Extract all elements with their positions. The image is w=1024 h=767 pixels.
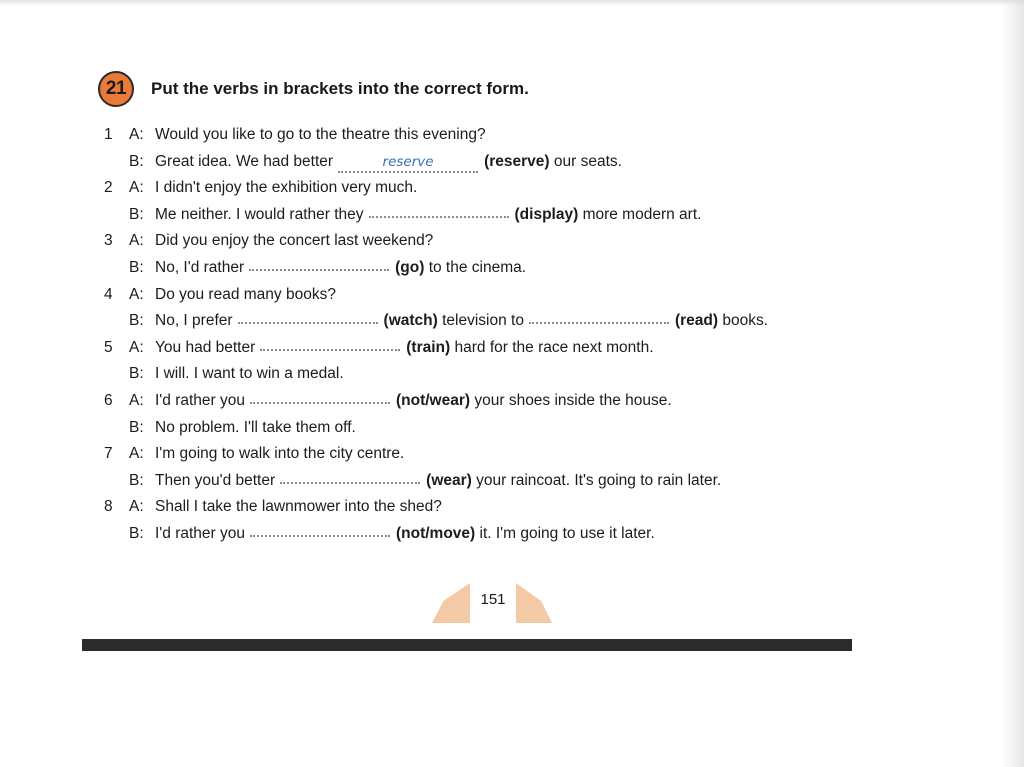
speaker-a-label: A:: [129, 445, 144, 463]
text-before-blank: You had better: [155, 338, 256, 356]
dialogue-text: [155, 468, 721, 495]
dialogue-text: [155, 202, 701, 229]
dialogue-text: [155, 521, 655, 548]
item-8-line-b: [104, 521, 824, 548]
item-6-line-b: [104, 415, 824, 442]
dialogue-text: Shall I take the lawnmower into the shed?: [155, 498, 442, 516]
dialogue-text: I will. I want to win a medal.: [155, 365, 344, 383]
text-after-blank: to the cinema.: [428, 258, 527, 276]
speaker-a-label: A:: [129, 391, 144, 409]
speaker-a-label: A:: [129, 232, 144, 250]
answer-blank[interactable]: [250, 388, 390, 404]
text-between-blanks: television to: [442, 312, 524, 330]
speaker-a-label: A:: [129, 179, 144, 197]
dialogue-text: [155, 255, 526, 282]
dialogue-text: I didn't enjoy the exhibition very much.: [155, 179, 418, 197]
verb-prompt: (watch): [383, 312, 438, 330]
text-before-blank: I'd rather you: [155, 391, 245, 409]
item-3-line-b: [104, 255, 824, 282]
speaker-a-label: A:: [129, 498, 144, 516]
dialogue-text: Would you like to go to the theatre this evening?: [155, 126, 486, 143]
verb-prompt: (display): [514, 205, 579, 223]
answer-blank[interactable]: [260, 335, 400, 351]
text-after-blank: hard for the race next month.: [454, 338, 654, 356]
speaker-b-label: B:: [129, 258, 144, 276]
text-after-blank: your shoes inside the house.: [474, 391, 672, 409]
answer-blank-filled[interactable]: reserve: [338, 153, 478, 173]
speaker-b-label: B:: [129, 365, 144, 383]
dialogue-text: [155, 335, 654, 362]
answer-blank[interactable]: [250, 521, 390, 537]
item-6-line-a: [104, 388, 824, 415]
item-1-line-a: [104, 122, 824, 149]
dialogue-text: [155, 308, 768, 335]
speaker-b-label: B:: [129, 152, 144, 170]
text-after-blank: more modern art.: [582, 205, 702, 223]
item-5-line-b: [104, 361, 824, 388]
dialogue-text: [155, 388, 672, 415]
text-before-blank: Great idea. We had better: [155, 152, 334, 170]
item-number: 7: [104, 445, 113, 463]
top-edge-shadow: [0, 0, 1024, 6]
right-edge-shadow: [1002, 0, 1024, 767]
verb-prompt: (reserve): [484, 152, 550, 170]
item-8-line-a: [104, 494, 824, 521]
exercise-instruction: Put the verbs in brackets into the correct form.: [151, 79, 529, 98]
dialogue-text: [155, 149, 622, 176]
text-before-blank: No, I'd rather: [155, 258, 245, 276]
answer-blank[interactable]: [249, 255, 389, 271]
page-corner-left-decoration: [432, 583, 470, 623]
verb-prompt: (not/move): [395, 524, 476, 542]
exercise-number-badge: 21: [98, 71, 134, 107]
speaker-b-label: B:: [129, 524, 144, 542]
speaker-b-label: B:: [129, 205, 144, 223]
answer-blank[interactable]: [238, 308, 378, 324]
text-after-blank: our seats.: [553, 152, 622, 170]
speaker-a-label: A:: [129, 126, 144, 143]
exercise-items: [104, 122, 824, 548]
text-after-blank: your raincoat. It's going to rain later.: [476, 471, 722, 489]
item-number: 2: [104, 179, 113, 197]
text-before-blank: Then you'd better: [155, 471, 276, 489]
exercise-header: [98, 70, 529, 108]
item-4-line-b: [104, 308, 824, 335]
item-3-line-a: [104, 228, 824, 255]
text-after-blank: it. I'm going to use it later.: [479, 524, 655, 542]
item-number: 1: [104, 126, 113, 143]
item-5-line-a: [104, 335, 824, 362]
item-number: 3: [104, 232, 113, 250]
dialogue-text: Did you enjoy the concert last weekend?: [155, 232, 434, 250]
text-before-blank: No, I prefer: [155, 312, 233, 330]
item-7-line-a: [104, 441, 824, 468]
text-before-blank: I'd rather you: [155, 524, 245, 542]
page-corner-right-decoration: [516, 583, 552, 623]
item-number: 5: [104, 338, 113, 356]
bottom-divider-bar: [82, 639, 852, 651]
item-2-line-a: [104, 175, 824, 202]
speaker-b-label: B:: [129, 471, 144, 489]
item-4-line-a: [104, 282, 824, 309]
verb-prompt: (go): [395, 258, 425, 276]
answer-blank[interactable]: [280, 468, 420, 484]
verb-prompt: (train): [406, 338, 451, 356]
verb-prompt: (read): [674, 312, 719, 330]
speaker-b-label: B:: [129, 418, 144, 436]
item-1-line-b: [104, 149, 824, 176]
dialogue-text: Do you read many books?: [155, 285, 336, 303]
verb-prompt: (not/wear): [395, 391, 471, 409]
item-number: 8: [104, 498, 113, 516]
verb-prompt: (wear): [426, 471, 472, 489]
item-number: 4: [104, 285, 113, 303]
text-after-blank: books.: [722, 312, 769, 330]
answer-blank[interactable]: [529, 308, 669, 324]
dialogue-text: No problem. I'll take them off.: [155, 418, 356, 436]
speaker-a-label: A:: [129, 285, 144, 303]
speaker-a-label: A:: [129, 338, 144, 356]
item-2-line-b: [104, 202, 824, 229]
item-7-line-b: [104, 468, 824, 495]
page-footer: [432, 583, 552, 625]
dialogue-text: I'm going to walk into the city centre.: [155, 445, 405, 463]
page-number: 151: [480, 591, 506, 608]
item-number: 6: [104, 391, 113, 409]
answer-blank[interactable]: [369, 202, 509, 218]
speaker-b-label: B:: [129, 312, 144, 330]
text-before-blank: Me neither. I would rather they: [155, 205, 364, 223]
